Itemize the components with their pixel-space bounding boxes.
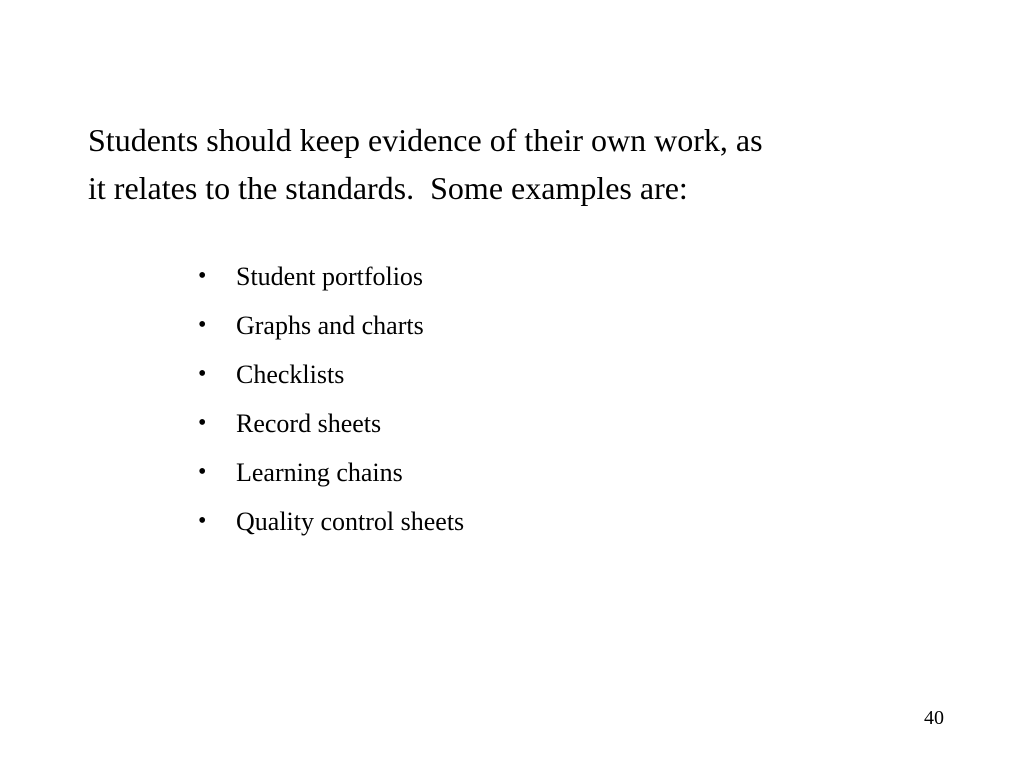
bullet-icon: • bbox=[198, 312, 207, 338]
page-number: 40 bbox=[924, 707, 944, 729]
list-item-text: Graphs and charts bbox=[236, 311, 424, 340]
bullet-icon: • bbox=[198, 410, 207, 436]
intro-paragraph bbox=[88, 116, 948, 212]
intro-line-2: it relates to the standards. Some examples are: bbox=[88, 170, 688, 206]
list-item-text: Quality control sheets bbox=[236, 507, 465, 536]
list-item-text: Student portfolios bbox=[236, 262, 424, 291]
bullet-icon: • bbox=[198, 361, 207, 387]
bullet-icon: • bbox=[198, 263, 207, 289]
list-item-text: Checklists bbox=[236, 360, 345, 389]
bullet-icon: • bbox=[198, 459, 207, 485]
list-item-text: Record sheets bbox=[236, 409, 382, 438]
list-item-text: Learning chains bbox=[236, 458, 403, 487]
intro-line-1: Students should keep evidence of their own work, as bbox=[88, 122, 763, 158]
bullet-icon: • bbox=[198, 508, 207, 534]
